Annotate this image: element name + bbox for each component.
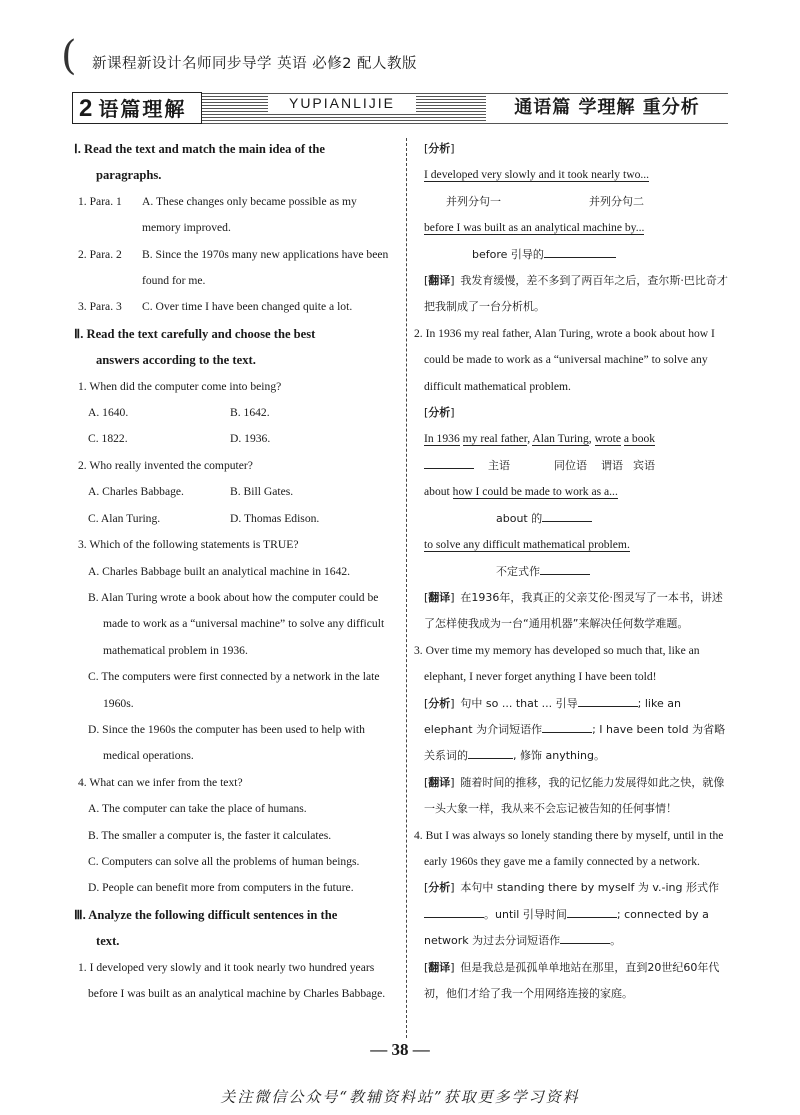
- label-clause-2: 并列分句二: [589, 194, 644, 208]
- section3-title-cont: text.: [96, 934, 120, 949]
- analysis-4-part3: ; connected by a network 为过去分词短语作: [424, 907, 709, 948]
- s2-about: about: [424, 485, 450, 499]
- question-4: 4. What can we infer from the text?: [78, 775, 243, 789]
- option: B. Bill Gates.: [230, 485, 294, 499]
- sentence-1-part1: I developed very slowly and it took nearly two...: [424, 168, 650, 182]
- difficult-sentence-4: 4. But I was always so lonely standing there by myself, until in the early 1960s they gave me a family connected by a network.: [414, 828, 724, 868]
- difficult-sentence-1: 1. I developed very slowly and it took nearly two hundred years before I was built as an analytical machine by Charles Babbage.: [78, 960, 386, 1000]
- question-3: 3. Which of the following statements is TRUE?: [78, 538, 299, 552]
- s2-infinitive: to solve any difficult mathematical problem.: [424, 538, 630, 552]
- option: B. The smaller a computer is, the faster it calculates.: [88, 828, 332, 842]
- analysis-3-part4: , 修饰 anything。: [513, 749, 606, 763]
- difficult-sentence-3: 3. Over time my memory has developed so much that, like an elephant, I never forget anything I have been told!: [414, 643, 700, 684]
- option: D. Since the 1960s the computer has been used to help with medical operations.: [88, 722, 365, 763]
- s2-adverbial: In 1936: [424, 432, 460, 446]
- answer-blank[interactable]: [424, 468, 474, 469]
- s2-object: a book: [623, 432, 656, 446]
- analysis-4-part4: 。: [610, 934, 622, 948]
- analysis-3-part1: 句中 so ... that ... 引导: [460, 696, 578, 710]
- translation-3: 随着时间的推移，我的记忆能力发展得如此之快，就像一头大象一样，我从来不会忘记被告知的任何事情！: [424, 775, 725, 816]
- analysis-4-part2: 。until 引导时间: [484, 907, 567, 921]
- option: C. The computers were first connected by a network in the late 1960s.: [88, 670, 380, 710]
- match-para-label: 3. Para. 3: [78, 300, 122, 314]
- answer-blank[interactable]: [424, 917, 484, 918]
- question-1-options: [78, 400, 390, 426]
- option: D. 1936.: [230, 432, 271, 446]
- difficult-sentence-2: 2. In 1936 my real father, Alan Turing, wrote a book about how I could be made to work as a “universal machine” to solve any difficult mathematical problem.: [414, 326, 715, 393]
- section-title-text: 语篇理解: [98, 97, 187, 121]
- match-para-label: 2. Para. 2: [78, 247, 122, 261]
- analysis-3-part2: ; like an elephant 为介词短语作: [424, 696, 681, 736]
- page-number: — 38 —: [370, 1040, 430, 1059]
- option: C. Alan Turing.: [88, 511, 161, 525]
- question-2-options: [78, 479, 390, 505]
- match-row-2: [78, 242, 390, 295]
- analysis-4-part1: 本句中 standing there by myself 为 v.-ing 形式作: [460, 881, 719, 895]
- label-subject: 主语: [488, 458, 510, 472]
- question-1: 1. When did the computer come into being?: [78, 379, 282, 393]
- label-appositive: 同位语: [554, 458, 587, 472]
- section-number: 2: [79, 95, 95, 122]
- option: D. People can benefit more from computers in the future.: [88, 881, 354, 895]
- analysis-tag: [ 分析 ]: [424, 875, 455, 901]
- section-pinyin: YUPIANLIJIE: [268, 94, 416, 112]
- match-text: B. Since the 1970s many new applications have been found for me.: [142, 247, 389, 288]
- option: A. Charles Babbage.: [88, 485, 184, 499]
- translation-tag: [ 翻译 ]: [424, 268, 455, 294]
- option: D. Thomas Edison.: [230, 511, 320, 525]
- option: B. Alan Turing wrote a book about how the computer could be made to work as a “universal machine” to solve any difficult mathematical problem in 1936.: [88, 590, 385, 657]
- label-clause-1: 并列分句一: [446, 194, 501, 208]
- section1-title-cont: paragraphs.: [96, 168, 162, 183]
- s2-about-clause: how I could be made to work as a...: [452, 485, 618, 499]
- label-object: 宾语: [633, 458, 655, 472]
- label-predicate: 谓语: [601, 458, 623, 472]
- translation-4: 但是我总是孤孤单单地站在那里，直到20世纪60年代初，他们才给了我一个用网络连接的家庭。: [424, 960, 720, 1000]
- option: B. 1642.: [230, 406, 270, 420]
- question-2: 2. Who really invented the computer?: [78, 458, 253, 472]
- match-para-label: 1. Para. 1: [78, 194, 122, 208]
- analysis-tag: [ 分析 ]: [424, 136, 455, 162]
- match-row-1: [78, 189, 390, 242]
- label-about: about 的: [496, 511, 543, 525]
- match-text: C. Over time I have been changed quite a lot.: [142, 300, 353, 314]
- right-column: [ 分析 ] I developed very slowly and it took nearly two... 并列分句一 并列分句二 before I was built as an analytical machine by... before 引导的 [ 翻译 ] 我发育缓慢，差不多到了两百年之后，查尔斯·巴比奇才把我制成了一台分析机。 2. In 1936 my real father, Alan Turing, wrote a book about how I could be made to work as a “universal machine” to solve any difficult mathematical problem. [ 分析 ] In 1936 my real father, Alan Turing, wrote a book 主语 同位语 谓语 宾语 about how I could be made to work as a... about 的 to solve any difficult mathematical problem. 不定式作 [ 翻译 ] 在1936年，我真正的父亲艾伦·图灵写了一本书，讲述了怎样使我成为一台“通用机器”来解决任何数学难题。 3. Over time my memory has developed so much that, like an elephant, I never forget anything I have been told! [ 分析 ] 句中 so ... that ... 引导 ; like an elephant 为介词短语作 ; I have been told 为省略关系词的 , 修饰 anything。 [ 翻译 ] 随着时间的推移，我的记忆能力发展得如此之快，就像一头大象一样，我从来不会忘记被告知的任何事情！ 4. But I was always so lonely standing there by myself, until in the early 1960s they gave me a family connected by a network. [ 分析 ] 本句中 standing there by myself 为 v.-ing 形式作。until 引导时间 ; connected by a network 为过去分词短语作 。 [ 翻译 ] 但是我总是孤孤单单地站在那里，直到20世纪60年代初，他们才给了我一个用网络连接的家庭。: [424, 136, 728, 1007]
- translation-tag: [ 翻译 ]: [424, 955, 455, 981]
- label-infinitive: 不定式作: [496, 564, 540, 578]
- translation-1: 我发育缓慢，差不多到了两百年之后，查尔斯·巴比奇才把我制成了一台分析机。: [424, 274, 728, 314]
- analysis-3-part3: ; I have been told 为省略关系词的: [424, 722, 726, 763]
- section1-title: Ⅰ. Read the text and match the main idea of the: [74, 142, 326, 156]
- answer-blank[interactable]: [560, 943, 610, 944]
- s2-predicate: wrote: [594, 432, 621, 446]
- answer-blank[interactable]: [578, 706, 638, 707]
- section2-title-cont: answers according to the text.: [96, 353, 256, 368]
- s2-appositive: Alan Turing: [532, 432, 589, 446]
- header-brace-icon: (: [61, 33, 77, 79]
- answer-blank[interactable]: [468, 758, 513, 759]
- option: C. 1822.: [88, 432, 128, 446]
- question-1-options-2: [78, 426, 390, 452]
- footer-notice: 关注微信公众号“教辅资料站”获取更多学习资料: [220, 1088, 580, 1106]
- question-2-options-2: [78, 506, 390, 532]
- option: A. The computer can take the place of humans.: [88, 802, 307, 816]
- sentence-1-part2: before I was built as an analytical machine by...: [424, 221, 645, 235]
- translation-tag: [ 翻译 ]: [424, 585, 455, 611]
- match-row-3: [78, 294, 390, 320]
- label-before-clause: before 引导的: [472, 247, 544, 261]
- column-divider: [406, 138, 407, 1038]
- answer-blank[interactable]: [567, 917, 617, 918]
- section-title: [72, 92, 202, 124]
- answer-blank[interactable]: [544, 257, 616, 258]
- book-header-title: 新课程新设计名师同步导学 英语 必修2 配人教版: [92, 56, 418, 72]
- section-slogan: 通语篇 学理解 重分析: [486, 94, 728, 122]
- option: A. 1640.: [88, 406, 129, 420]
- analysis-tag: [ 分析 ]: [424, 691, 455, 717]
- section2-title: Ⅱ. Read the text carefully and choose the best: [74, 326, 316, 341]
- s2-subject: my real father: [462, 432, 528, 446]
- option: A. Charles Babbage built an analytical machine in 1642.: [88, 564, 351, 578]
- answer-blank[interactable]: [540, 574, 590, 575]
- analysis-tag: [ 分析 ]: [424, 400, 455, 426]
- translation-tag: [ 翻译 ]: [424, 770, 455, 796]
- match-text: A. These changes only became possible as my memory improved.: [142, 194, 357, 235]
- translation-2: 在1936年，我真正的父亲艾伦·图灵写了一本书，讲述了怎样使我成为一台“通用机器”来解决任何数学难题。: [424, 590, 723, 631]
- left-column: [74, 136, 390, 1007]
- answer-blank[interactable]: [542, 732, 592, 733]
- answer-blank[interactable]: [542, 521, 592, 522]
- option: C. Computers can solve all the problems of human beings.: [88, 854, 360, 868]
- section3-title: Ⅲ. Analyze the following difficult sentences in the: [74, 907, 338, 922]
